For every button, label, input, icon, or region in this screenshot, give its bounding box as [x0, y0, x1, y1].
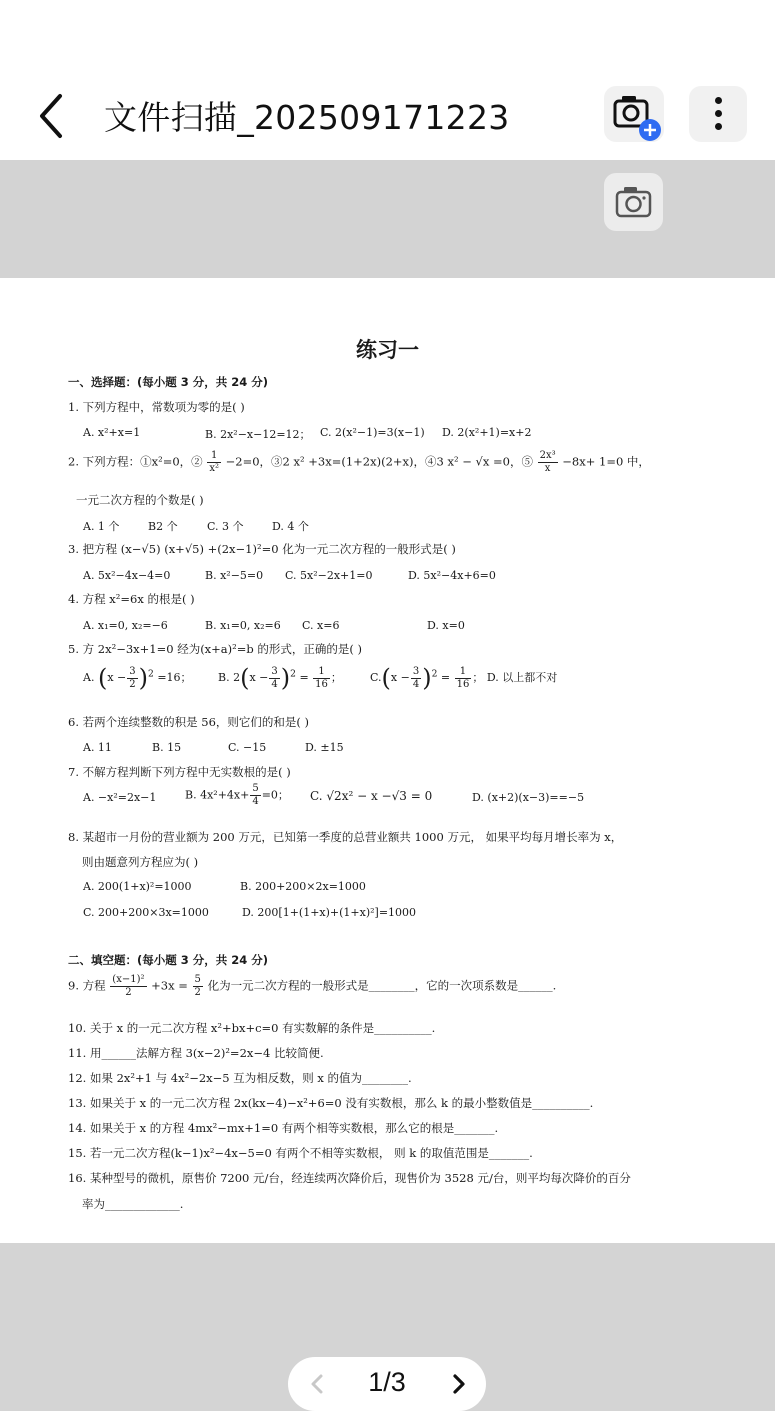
question-1: 1. 下列方程中，常数项为零的是( ) [68, 400, 245, 414]
chevron-left-icon [28, 88, 76, 144]
option: D. 4 个 [272, 520, 309, 533]
camera-button[interactable] [604, 173, 663, 231]
option-label: C. [370, 671, 382, 684]
question-16-cont: 率为_____________. [82, 1197, 184, 1211]
question-15: 15. 若一元二次方程(k−1)x²−4x−5=0 有两个不相等实数根， 则 k 的取值范围是_______. [68, 1146, 533, 1160]
q9-text: +3x = [151, 978, 188, 993]
scanned-page [0, 278, 775, 1243]
q2-text: −2=0，③2 x² +3x=(1+2x)(2+x)，④3 x² − [225, 454, 472, 469]
option-text: =0； [261, 788, 289, 802]
option-b: B. 4x²+4x+ $\frac{5}{4}$ =0； [185, 783, 289, 807]
q9-text: 9. 方程 [68, 978, 106, 993]
question-11: 11. 用______法解方程 3(x−2)²=2x−4 比较简便. [68, 1046, 324, 1060]
question-12: 12. 如果 2x²+1 与 4x²−2x−5 互为相反数，则 x 的值为________. [68, 1071, 412, 1085]
option-a: A. (x − $\frac{3}{2}$ )$^2$ =16； [83, 664, 192, 692]
camera-icon [604, 173, 663, 231]
question-5: 5. 方 2x²−3x+1=0 经为(x+a)²=b 的形式，正确的是( ) [68, 642, 363, 656]
option: D. ±15 [305, 741, 344, 754]
q3-text: 3. 把方程 (x− [68, 542, 142, 556]
question-9: 9. 方程 $\frac{\text{(x−1)²}}{2}$ +3x = $\frac{5}{2}$ 化为一元二次方程的一般形式是________，它的一次项系数是______. [68, 974, 557, 998]
option: C. 200+200×3x=1000 [83, 906, 209, 919]
next-page-button[interactable] [444, 1369, 474, 1399]
option-label: A. [83, 671, 95, 684]
option: C. 3 个 [207, 520, 244, 533]
page-indicator: 1/3 [368, 1367, 406, 1397]
chevron-left-icon [302, 1369, 332, 1399]
option: B. 2x²−x−12=12； [205, 428, 311, 441]
option: A. x₁=0, x₂=−6 [83, 619, 168, 632]
option: D. 200[1+(1+x)+(1+x)²]=1000 [242, 906, 417, 919]
option-d: ； D. 以上都不对 [472, 671, 558, 684]
option: B. 200+200×2x=1000 [240, 880, 366, 893]
q2-text: −8x+ 1=0 中， [562, 454, 650, 469]
option-label: C. [310, 789, 323, 803]
add-scan-button[interactable] [604, 86, 664, 142]
question-16: 16. 某种型号的微机，原售价 7200 元/台，经连续两次降价后，现售价为 3528 元/台，则平均每次降价的百分 [68, 1171, 631, 1185]
question-8: 8. 某超市一月份的营业额为 200 万元，已知第一季度的总营业额共 1000 万元， 如果平均每月增长率为 x， [68, 830, 623, 844]
option: D. x=0 [427, 619, 465, 632]
option: A. −x²=2x−1 [83, 791, 157, 804]
option-text: x² − x − [341, 789, 392, 803]
option-b: B. 2(x − $\frac{3}{4}$ )$^2$ = $\frac{1}{16}$ ； [218, 664, 342, 692]
question-14: 14. 如果关于 x 的方程 4mx²−mx+1=0 有两个相等实数根，那么它的根是_______. [68, 1121, 499, 1135]
q2-text: 2. 下列方程：①x²=0，② [68, 454, 203, 469]
option-text: = 0 [410, 789, 433, 803]
option: D. 5x²−4x+6=0 [408, 569, 496, 582]
option-label: B. 2 [218, 671, 241, 684]
option: A. 1 个 [83, 520, 120, 533]
option: C. 2(x²−1)=3(x−1) [320, 426, 425, 439]
question-6: 6. 若两个连续整数的积是 56，则它们的和是( ) [68, 715, 310, 729]
q2-text: =0，⑤ [493, 454, 533, 469]
page-navigator [288, 1357, 486, 1411]
option-text: = [440, 671, 451, 684]
document-title: 练习一 [356, 338, 419, 362]
fraction: $\frac{\text{2x³}}{x}$ [539, 450, 556, 474]
option: C. −15 [228, 741, 267, 754]
question-2: 2. 下列方程：①x²=0，② $\frac{1}{\text{x²}}$ −2=0，③2 x² +3x=(1+2x)(2+x)，④3 x² − √x =0，⑤ $\frac{\text{2x³}}{x}$ −8x+ 1=0 中， [68, 450, 650, 474]
back-button[interactable] [28, 88, 76, 144]
option-text: B. 4x²+4x+ [185, 788, 250, 802]
option-text: =16； [157, 671, 192, 684]
more-options-button[interactable] [689, 86, 747, 142]
question-2-cont: 一元二次方程的个数是( ) [76, 493, 204, 507]
q9-text: 化为一元二次方程的一般形式是________，它的一次项系数是______. [207, 978, 557, 993]
chevron-right-icon [444, 1369, 474, 1399]
section-heading: 二、填空题：(每小题 3 分，共 24 分) [68, 953, 269, 967]
option: C. 5x²−2x+1=0 [285, 569, 373, 582]
question-10: 10. 关于 x 的一元二次方程 x²+bx+c=0 有实数解的条件是__________. [68, 1021, 436, 1035]
page-title: 文件扫描_202509171223 [104, 98, 510, 137]
question-4: 4. 方程 x²=6x 的根是( ) [68, 592, 195, 606]
option: B. 15 [152, 741, 182, 754]
section-heading: 一、选择题：(每小题 3 分，共 24 分) [68, 375, 269, 389]
option: B. x²−5=0 [205, 569, 264, 582]
fraction: $\frac{1}{\text{x²}}$ [209, 450, 219, 474]
option: D. (x+2)(x−3)==−5 [472, 791, 585, 804]
option: B2 个 [148, 520, 178, 533]
option-c: C.(x − $\frac{3}{4}$ )$^2$ = $\frac{1}{16}$ ； D. 以上都不对 [370, 664, 558, 692]
option: A. 5x²−4x−4=0 [83, 569, 171, 582]
question-13: 13. 如果关于 x 的一元二次方程 2x(kx−4)−x²+6=0 没有实数根，那么 k 的最小整数值是__________. [68, 1096, 594, 1110]
question-7: 7. 不解方程判断下列方程中无实数根的是( ) [68, 765, 291, 779]
option: D. 2(x²+1)=x+2 [442, 426, 532, 439]
option-c: C. √2x² − x −√3 = 0 [310, 789, 433, 803]
option-text: = [299, 671, 309, 684]
top-bar [0, 0, 775, 160]
option: A. 11 [83, 741, 112, 754]
question-8-cont: 则由题意列方程应为( ) [82, 855, 199, 869]
q3-text: ) (x+ [156, 542, 185, 556]
option: B. x₁=0, x₂=6 [205, 619, 281, 632]
question-3: 3. 把方程 (x−√5) (x+√5) +(2x−1)²=0 化为一元二次方程的一般形式是( ) [68, 542, 456, 556]
q3-text: ) +(2x−1)²=0 化为一元二次方程的一般形式是( ) [199, 542, 456, 556]
option: C. x=6 [302, 619, 340, 632]
option: A. 200(1+x)²=1000 [83, 880, 192, 893]
camera-add-icon [604, 86, 664, 142]
option: A. x²+x=1 [83, 426, 141, 439]
previous-page-button[interactable] [302, 1369, 332, 1399]
